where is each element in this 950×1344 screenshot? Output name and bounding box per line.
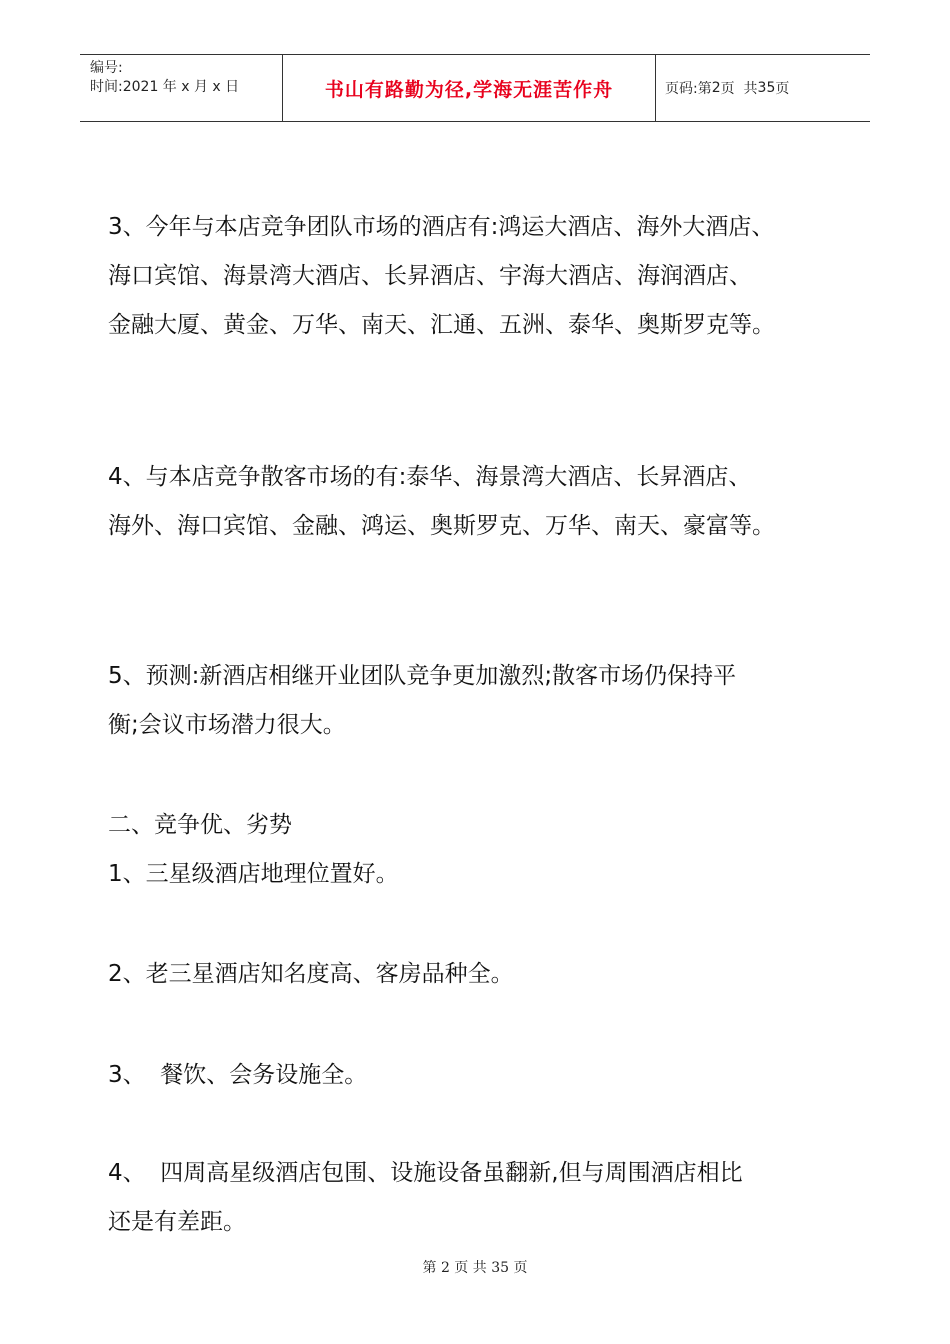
item-3 [108,1051,878,1100]
paragraph-line: 4、与本店竞争散客市场的有:泰华、海景湾大酒店、长昇酒店、 [108,464,752,490]
list-item-continuation: 还是有差距。 [108,1209,246,1235]
page-total: 35 [757,80,776,96]
item-2 [108,950,878,999]
paragraph-5 [108,652,878,750]
item-4 [108,1149,878,1247]
page-footer: 第 2 页 共 35 页 [422,1260,528,1276]
list-item: 2、老三星酒店知名度高、客房品种全。 [108,961,514,987]
page-label: 页码:第 [665,81,712,97]
header-meta [80,55,282,121]
header-motto: 书山有路勤为径,学海无涯苦作舟 [324,78,614,101]
page-current: 2 [711,80,721,96]
document-number-label: 编号: [90,60,123,76]
paragraph-line: 3、今年与本店竞争团队市场的酒店有:鸿运大酒店、海外大酒店、 [108,214,775,240]
header-motto-cell [282,55,656,121]
page-header [80,54,870,122]
paragraph-line: 海口宾馆、海景湾大酒店、长昇酒店、宇海大酒店、海润酒店、 [108,263,752,289]
list-item: 1、三星级酒店地理位置好。 [108,861,399,887]
item-1 [108,850,878,899]
paragraph-line: 5、预测:新酒店相继开业团队竞争更加激烈;散客市场仍保持平 [108,663,737,689]
list-item: 4、 四周高星级酒店包围、设施设备虽翻新,但与周围酒店相比 [108,1160,743,1186]
section-title [108,801,878,850]
page-suffix: 页 [775,81,790,97]
section-heading: 二、竞争优、劣势 [108,812,292,838]
page-mid-label: 页 共 [720,81,758,97]
header-page-info [656,55,870,121]
paragraph-3 [108,203,878,350]
paragraph-line: 衡;会议市场潜力很大。 [108,712,346,738]
paragraph-line: 海外、海口宾馆、金融、鸿运、奥斯罗克、万华、南天、豪富等。 [108,513,775,539]
paragraph-4 [108,453,878,551]
document-time-label: 时间:2021 年 x 月 x 日 [90,79,240,95]
list-item: 3、 餐饮、会务设施全。 [108,1062,368,1088]
paragraph-line: 金融大厦、黄金、万华、南天、汇通、五洲、泰华、奥斯罗克等。 [108,312,775,338]
